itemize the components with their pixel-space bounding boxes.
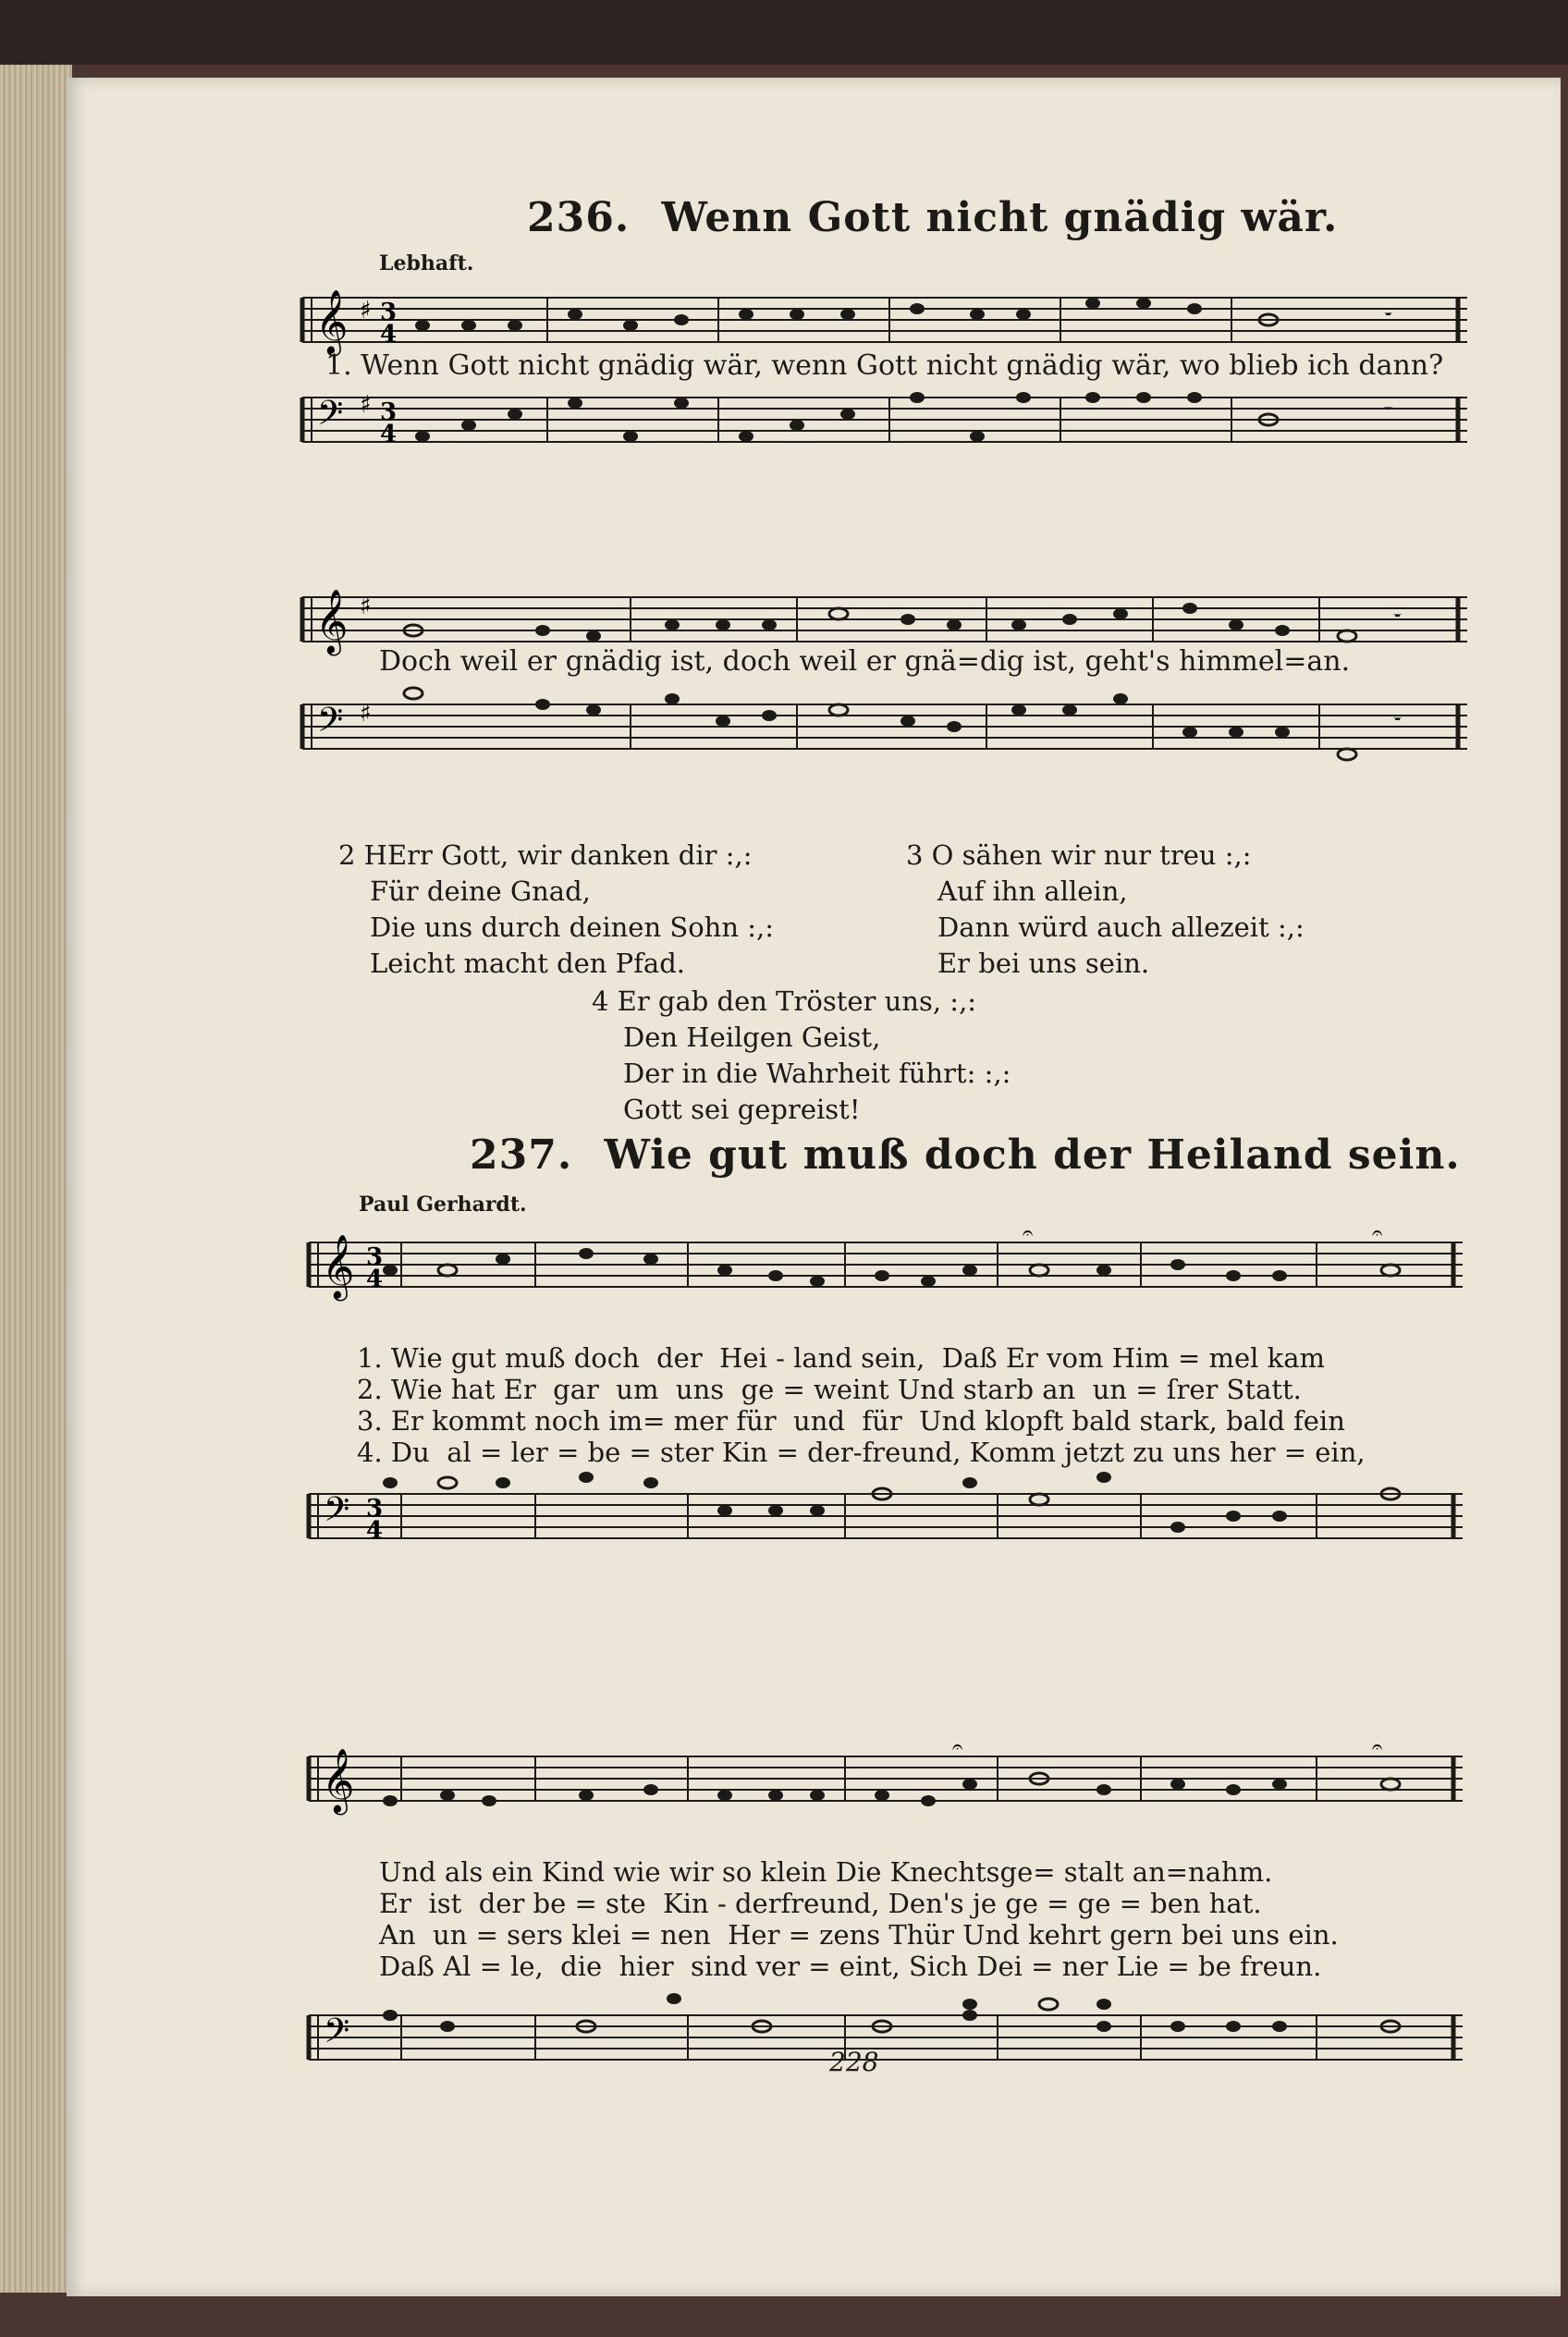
verse-line: Gott sei gepreist!: [623, 1094, 861, 1125]
svg-text:𝄞: 𝄞: [315, 589, 349, 654]
svg-text:𝄢: 𝄢: [324, 1490, 350, 1537]
hymn-237-number: 237.: [470, 1132, 573, 1179]
hymn-237-author: Paul Gerhardt.: [359, 1193, 527, 1217]
svg-text:♯: ♯: [360, 297, 372, 324]
hymn-236-verse-4: [592, 984, 1011, 1128]
page-number: 228: [829, 2047, 879, 2077]
svg-text:𝄞: 𝄞: [322, 1234, 355, 1299]
svg-text:4: 4: [380, 321, 398, 349]
hymn-237-system-2-treble: [309, 1735, 1463, 1816]
stanza-line: 3. Er kommt noch im= mer für und für Und klopft bald stark, bald fein: [357, 1405, 1345, 1437]
svg-text:𝄢: 𝄢: [324, 2012, 350, 2059]
verse-line: Er bei uns sein.: [937, 948, 1150, 979]
stanza-line: 1. Wie gut muß doch der Hei - land sein, Daß Er vom Him = mel kam: [357, 1342, 1326, 1374]
hymn-237-system-2-bass: [309, 2001, 1463, 2074]
verse-line: Für deine Gnad,: [370, 875, 591, 907]
svg-text:𝄢: 𝄢: [317, 701, 344, 748]
svg-text:♯: ♯: [360, 700, 372, 728]
verse-line: Den Heilgen Geist,: [623, 1022, 881, 1053]
svg-text:3: 3: [366, 1495, 384, 1523]
stanza-line: Er ist der be = ste Kin - derfreund, Den's je ge = ge = ben hat.: [379, 1888, 1262, 1919]
bass-clef-icon: 𝄢: [317, 394, 344, 441]
svg-text:𝄐: 𝄐: [1023, 1221, 1034, 1243]
treble-clef-icon: 𝄞: [315, 289, 349, 354]
stanza-line: 4. Du al = ler = be = ster Kin = der-freund, Komm jetzt zu uns her = ein,: [357, 1437, 1366, 1468]
svg-text:♯: ♯: [360, 391, 372, 419]
verse-line: 3 O sähen wir nur treu :,:: [906, 839, 1252, 871]
svg-text:♯: ♯: [360, 593, 372, 620]
hymn-236-lyric-line-2: Doch weil er gnädig ist, doch weil er gnä=dig ist, geht's himmel=an.: [379, 645, 1351, 678]
svg-text:𝄻: 𝄻: [1384, 399, 1393, 425]
hymn-236-heading: Wenn Gott nicht gnädig wär.: [661, 194, 1339, 241]
svg-text:𝄻: 𝄻: [1384, 305, 1393, 331]
svg-text:4: 4: [380, 421, 398, 448]
hymn-236-lyric-line-1: 1. Wenn Gott nicht gnädig wär, wenn Gott nicht gnädig wär, wo blieb ich dann?: [325, 349, 1444, 382]
stanza-line: An un = sers klei = nen Her = zens Thür Und kehrt gern bei uns ein.: [379, 1919, 1339, 1951]
svg-text:4: 4: [366, 1266, 384, 1293]
svg-text:𝄻: 𝄻: [1393, 606, 1403, 632]
verse-line: 4 Er gab den Tröster uns, :,:: [592, 985, 977, 1017]
stanza-line: Und als ein Kind wie wir so klein Die Knechtsge= stalt an=nahm.: [379, 1856, 1273, 1888]
svg-text:4: 4: [366, 1517, 384, 1545]
hymn-237-stanzas-part-2: [379, 1856, 1339, 1982]
hymn-236-title: [527, 194, 1338, 241]
hymn-237-stanzas-part-1: [357, 1342, 1366, 1468]
hymn-237-system-1-treble: [309, 1221, 1463, 1302]
svg-text:3: 3: [380, 299, 398, 326]
hymn-236-system-1-bass: [302, 388, 1467, 453]
hymn-236-verse-2: [338, 838, 774, 982]
hymn-236-verse-3: [906, 838, 1305, 982]
svg-text:𝄐: 𝄐: [1372, 1735, 1383, 1757]
hymn-237-system-1-bass: [309, 1479, 1463, 1553]
svg-text:3: 3: [366, 1243, 384, 1271]
hymn-236-system-2-treble: [302, 588, 1467, 653]
verse-line: Der in die Wahrheit führt: :,:: [623, 1058, 1011, 1089]
verse-line: Leicht macht den Pfad.: [370, 948, 686, 979]
svg-text:𝄞: 𝄞: [322, 1748, 355, 1813]
svg-text:𝄻: 𝄻: [1393, 710, 1403, 736]
hymn-236-system-2-bass: [302, 684, 1467, 767]
hymn-236-number: 236.: [527, 194, 631, 241]
stanza-line: 2. Wie hat Er gar um uns ge = weint Und starb an un = ſrer Statt.: [357, 1374, 1302, 1405]
verse-line: Dann würd auch allezeit :,:: [937, 912, 1305, 943]
page-edges: [0, 65, 72, 2293]
book-page: [67, 78, 1561, 2296]
cover-top-edge: [0, 0, 1568, 65]
hymn-236-tempo: Lebhaft.: [379, 251, 474, 275]
svg-text:𝄐: 𝄐: [952, 1735, 963, 1757]
hymn-237-title: [470, 1132, 1461, 1179]
hymn-237-heading: Wie gut muß doch der Heiland sein.: [604, 1132, 1461, 1179]
hymn-236-system-1-treble: [302, 288, 1467, 353]
verse-line: Auf ihn allein,: [937, 875, 1128, 907]
verse-line: 2 HErr Gott, wir danken dir :,:: [338, 839, 753, 871]
verse-line: Die uns durch deinen Sohn :,:: [370, 912, 774, 943]
svg-text:𝄐: 𝄐: [1372, 1221, 1383, 1243]
stanza-line: Daß Al = le, die hier sind ver = eint, Sich Dei = ner Lie = be freun.: [379, 1951, 1322, 1982]
svg-text:3: 3: [380, 398, 398, 426]
